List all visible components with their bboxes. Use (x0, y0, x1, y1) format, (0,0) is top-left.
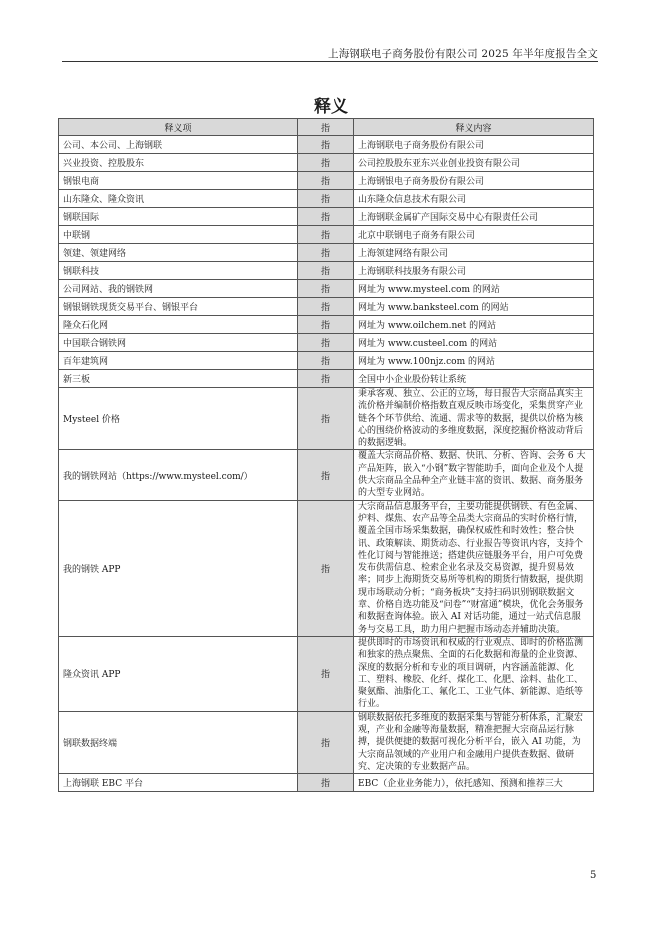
mark-cell: 指 (298, 711, 354, 773)
mark-cell: 指 (298, 244, 354, 262)
header-divider (62, 61, 598, 62)
definition-cell: 网址为 www.custeel.com 的网站 (354, 334, 594, 352)
term-cell: 百年建筑网 (59, 352, 298, 370)
column-header-term: 释义项 (59, 119, 298, 136)
mark-cell: 指 (298, 208, 354, 226)
term-cell: 钢银钢铁现货交易平台、钢银平台 (59, 298, 298, 316)
table-row (59, 711, 594, 773)
term-cell: 隆众石化网 (59, 316, 298, 334)
mark-cell: 指 (298, 190, 354, 208)
term-cell: 兴业投资、控股股东 (59, 154, 298, 172)
definition-cell: 提供即时的市场资讯和权威的行业观点、即时的价格监测和独家的热点聚焦、全面的石化数据和海量的企业资源、深度的数据分析和专业的项目调研，内容涵盖能源、化工、塑料、橡胶、化纤、煤化工、化肥、涂料、盐化工、聚氨酯、油脂化工、氟化工、工业气体、新能源、造纸等行业。 (354, 636, 594, 711)
table-row (59, 450, 594, 500)
term-cell: Mysteel 价格 (59, 388, 298, 450)
term-cell: 钢联数据终端 (59, 711, 298, 773)
table-row (59, 226, 594, 244)
definition-cell: 上海钢银电子商务股份有限公司 (354, 172, 594, 190)
table-header-row (59, 119, 594, 136)
table-row (59, 370, 594, 388)
mark-cell: 指 (298, 352, 354, 370)
definition-cell: 上海钢联金属矿产国际交易中心有限责任公司 (354, 208, 594, 226)
table-row (59, 244, 594, 262)
page-title: 释义 (314, 97, 348, 117)
table-row (59, 172, 594, 190)
mark-cell: 指 (298, 280, 354, 298)
table-row (59, 388, 594, 450)
definition-cell: 上海钢联科技服务有限公司 (354, 262, 594, 280)
column-header-definition: 释义内容 (354, 119, 594, 136)
term-cell: 我的钢铁 APP (59, 500, 298, 636)
mark-cell: 指 (298, 298, 354, 316)
definition-cell: 网址为 www.oilchem.net 的网站 (354, 316, 594, 334)
table-row (59, 136, 594, 154)
definition-cell: 山东隆众信息技术有限公司 (354, 190, 594, 208)
mark-cell: 指 (298, 334, 354, 352)
definitions-table (58, 118, 594, 792)
table-row (59, 334, 594, 352)
term-cell: 中联钢 (59, 226, 298, 244)
definition-cell: 公司控股股东亚东兴业创业投资有限公司 (354, 154, 594, 172)
term-cell: 钢银电商 (59, 172, 298, 190)
definition-cell: 网址为 www.banksteel.com 的网站 (354, 298, 594, 316)
definition-cell: 上海钢联电子商务股份有限公司 (354, 136, 594, 154)
term-cell: 新三板 (59, 370, 298, 388)
definition-cell: 全国中小企业股份转让系统 (354, 370, 594, 388)
mark-cell: 指 (298, 262, 354, 280)
table-row (59, 262, 594, 280)
term-cell: 钢联科技 (59, 262, 298, 280)
term-cell: 钢联国际 (59, 208, 298, 226)
definition-cell: 网址为 www.mysteel.com 的网站 (354, 280, 594, 298)
table-row (59, 298, 594, 316)
term-cell: 领建、领建网络 (59, 244, 298, 262)
table-row (59, 500, 594, 636)
running-header: 上海钢联电子商务股份有限公司 2025 年半年度报告全文 (328, 48, 598, 60)
term-cell: 上海钢联 EBC 平台 (59, 774, 298, 792)
mark-cell: 指 (298, 154, 354, 172)
definition-cell: 大宗商品信息服务平台，主要功能提供钢铁、有色金属、炉料、煤焦、农产品等全品类大宗商品的实时价格行情，覆盖全国市场采集数据，确保权威性和时效性；整合快讯、政策解读、期货动态、行业报告等资讯内容，支持个性化订阅与智能推送；搭建供应链服务平台，用户可免费发布供需信息、检索企业名录及交易资源，提升贸易效率；同步上海期货交易所等机构的期货行情数据，提供期现市场联动分析；“商务板块”支持扫码识别钢联数据文章、价格自选功能及“问卷”“财富通”模块，优化会务服务和数据查询体验。嵌入 AI 对话功能，通过一站式信息服务与交易工具，助力用户把握市场动态并辅助决策。 (354, 500, 594, 636)
term-cell: 隆众资讯 APP (59, 636, 298, 711)
definition-cell: 秉承客观、独立、公正的立场，每日报告大宗商品真实主流价格并编制价格指数直观反映市场变化，采集贯穿产业链各个环节供给、流通、需求等的数据，提供以价格为核心的围绕价格波动的多维度数据，深度挖掘价格波动背后的数据逻辑。 (354, 388, 594, 450)
term-cell: 公司网站、我的钢铁网 (59, 280, 298, 298)
definition-cell: EBC（企业业务能力），依托感知、预测和推荐三大 (354, 774, 594, 792)
table-row (59, 636, 594, 711)
mark-cell: 指 (298, 500, 354, 636)
mark-cell: 指 (298, 172, 354, 190)
mark-cell: 指 (298, 370, 354, 388)
term-cell: 山东隆众、隆众资讯 (59, 190, 298, 208)
page-number: 5 (590, 870, 597, 881)
table-row (59, 154, 594, 172)
mark-cell: 指 (298, 316, 354, 334)
mark-cell: 指 (298, 774, 354, 792)
mark-cell: 指 (298, 226, 354, 244)
table-row (59, 352, 594, 370)
term-cell: 公司、本公司、上海钢联 (59, 136, 298, 154)
table-row (59, 208, 594, 226)
definition-cell: 网址为 www.100njz.com 的网站 (354, 352, 594, 370)
term-cell: 我的钢铁网站（https://www.mysteel.com/） (59, 450, 298, 500)
mark-cell: 指 (298, 636, 354, 711)
definition-cell: 覆盖大宗商品价格、数据、快讯、分析、咨询、会务 6 大产品矩阵，嵌入“小钢”数字智能助手，面向企业及个人提供大宗商品全品种全产业链丰富的资讯、数据、商务服务的大型专业网站。 (354, 450, 594, 500)
table-row (59, 190, 594, 208)
table-row (59, 280, 594, 298)
table-row (59, 316, 594, 334)
table-row (59, 774, 594, 792)
mark-cell: 指 (298, 450, 354, 500)
mark-cell: 指 (298, 136, 354, 154)
definition-cell: 北京中联钢电子商务有限公司 (354, 226, 594, 244)
column-header-mark: 指 (298, 119, 354, 136)
definition-cell: 上海领建网络有限公司 (354, 244, 594, 262)
term-cell: 中国联合钢铁网 (59, 334, 298, 352)
definition-cell: 钢联数据依托多维度的数据采集与智能分析体系，汇聚宏观，产业和金融等海量数据，精准把握大宗商品运行脉搏，提供便捷的数据可视化分析平台，嵌入 AI 功能，为大宗商品领域的产业用户和金融用户提供查数据、做研究、定决策的专业数据产品。 (354, 711, 594, 773)
mark-cell: 指 (298, 388, 354, 450)
